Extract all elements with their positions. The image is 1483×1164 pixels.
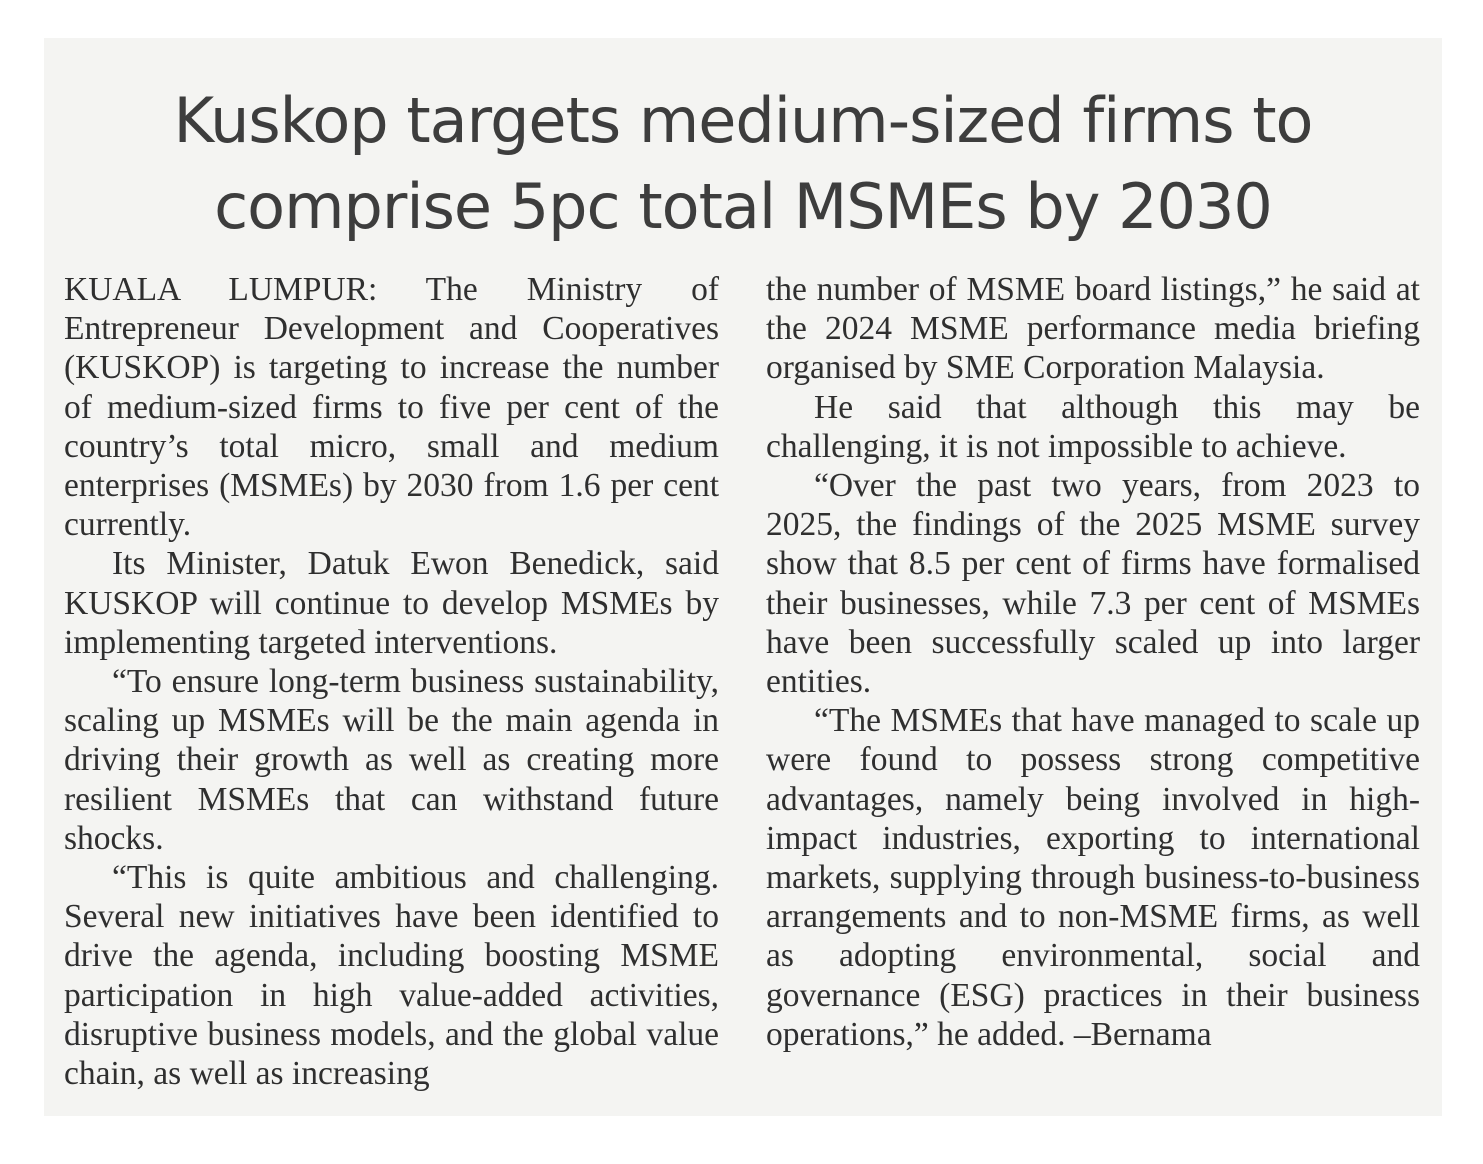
paragraph: “Over the past two years, from 2023 to 2025, the findings of the 2025 MSME survey show that 8.5 per cent of firms have formalised their businesses, while 7.3 per cent of MSMEs have been successfully scaled up into larger entities. bbox=[766, 467, 1420, 701]
paragraph: He said that although this may be challenging, it is not impossible to achieve. bbox=[766, 388, 1420, 465]
paragraph: “This is quite ambitious and challenging. Several new initiatives have been identified to drive the agenda, including boosting MSME participation in high value-added activities, disruptive business models, and the global value chain, as well as increasing bbox=[64, 859, 719, 1093]
paragraph-dateline: KUALA LUMPUR: The Ministry of Entrepreneur Development and Cooperatives (KUSKOP) is targeting to increase the number of medium-sized firms to five per cent of the country’s total micro, small and medium enterprises (MSMEs) by 2030 from 1.6 per cent currently. bbox=[64, 271, 719, 544]
paragraph: Its Minister, Datuk Ewon Benedick, said KUSKOP will continue to develop MSMEs by implementing targeted interventions. bbox=[64, 545, 719, 661]
article-headline bbox=[44, 78, 1442, 250]
article-column-right bbox=[766, 270, 1420, 1054]
paragraph: “To ensure long-term business sustainability, scaling up MSMEs will be the main agenda in driving their growth as well as creating more resilient MSMEs that can withstand future shocks. bbox=[64, 663, 719, 857]
headline-line-1: Kuskop targets medium-sized firms to bbox=[173, 84, 1313, 157]
paragraph-continued: the number of MSME board listings,” he said at the 2024 MSME performance media briefing organised by SME Corporation Malaysia. bbox=[766, 271, 1420, 387]
headline-line-2: comprise 5pc total MSMEs by 2030 bbox=[214, 170, 1272, 243]
article-column-left bbox=[64, 270, 719, 1093]
paragraph: “The MSMEs that have managed to scale up were found to possess strong competitive advantages, namely being involved in high-impact industries, exporting to international markets, supplying through business-to-business arrangements and to non-MSME firms, as well as adopting environmental, social and governance (ESG) practices in their business operations,” he added. –Bernama bbox=[766, 702, 1420, 1053]
